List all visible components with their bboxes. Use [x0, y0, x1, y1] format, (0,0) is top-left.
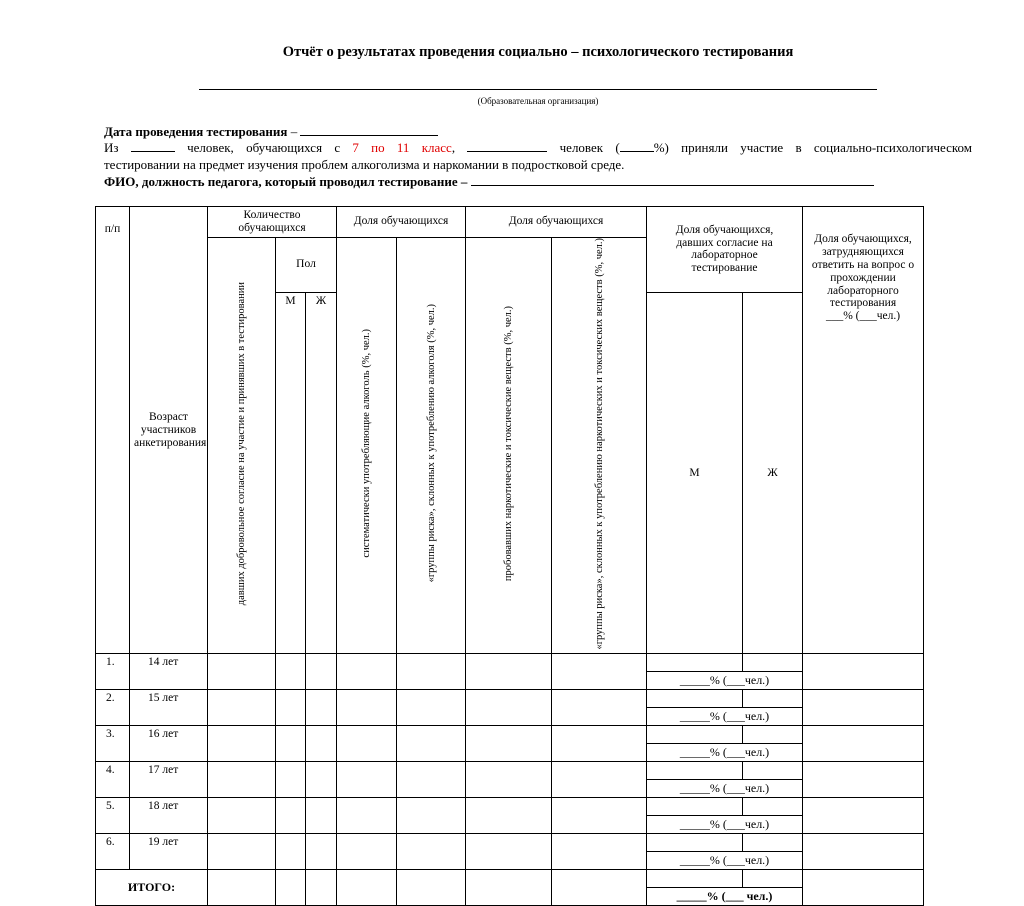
lab-m-cell[interactable]	[647, 690, 743, 708]
table-row	[96, 798, 924, 816]
cell[interactable]	[803, 762, 924, 798]
cell[interactable]	[306, 870, 337, 906]
cell[interactable]	[208, 762, 276, 798]
cell[interactable]	[552, 762, 647, 798]
cell[interactable]	[397, 654, 466, 690]
row-number: 5.	[96, 798, 130, 834]
cell[interactable]	[466, 726, 552, 762]
table-row	[96, 834, 924, 852]
cell[interactable]	[397, 762, 466, 798]
lab-m-cell[interactable]	[647, 726, 743, 744]
header-lab-m: М	[647, 292, 743, 653]
row-number: 3.	[96, 726, 130, 762]
cell[interactable]	[552, 690, 647, 726]
organization-blank-line[interactable]	[199, 89, 877, 90]
row-age: 14 лет	[130, 654, 208, 690]
cell[interactable]	[337, 798, 397, 834]
row-age: 17 лет	[130, 762, 208, 798]
cell[interactable]	[208, 690, 276, 726]
table-row	[96, 690, 924, 708]
header-number: п/п	[96, 207, 130, 654]
participants-percent-blank[interactable]	[620, 140, 654, 152]
row-age: 19 лет	[130, 834, 208, 870]
cell[interactable]	[337, 834, 397, 870]
cell[interactable]	[552, 834, 647, 870]
header-hard-to-answer: Доля обучающихся, затрудняющихся ответить на вопрос о прохождении лабораторного тестирования ___% (___чел.)	[803, 207, 924, 654]
lab-percent[interactable]: _____% (___чел.)	[647, 780, 803, 798]
cell[interactable]	[306, 690, 337, 726]
cell[interactable]	[803, 726, 924, 762]
row-number: 6.	[96, 834, 130, 870]
header-sex: Пол	[276, 237, 337, 292]
table-row	[96, 762, 924, 780]
cell[interactable]	[337, 654, 397, 690]
lab-f-cell[interactable]	[743, 726, 803, 744]
cell[interactable]	[306, 762, 337, 798]
date-blank[interactable]	[300, 124, 438, 136]
students-text: человек, обучающихся с	[187, 140, 341, 155]
cell[interactable]	[397, 798, 466, 834]
lab-percent[interactable]: _____% (___чел.)	[647, 708, 803, 726]
row-number: 1.	[96, 654, 130, 690]
cell[interactable]	[397, 726, 466, 762]
cell[interactable]	[397, 870, 466, 906]
teacher-blank[interactable]	[471, 174, 874, 186]
lab-f-cell[interactable]	[743, 870, 803, 888]
table-row	[96, 654, 924, 672]
row-age: 16 лет	[130, 726, 208, 762]
cell[interactable]	[208, 798, 276, 834]
participants-line	[104, 140, 972, 156]
row-number: 4.	[96, 762, 130, 798]
cell[interactable]	[276, 654, 306, 690]
header-sex-m: М	[276, 292, 306, 653]
header-sex-f: Ж	[306, 292, 337, 653]
header-consent: давших добровольное согласие на участие и принявших в тестировании	[208, 237, 276, 653]
purpose-line: тестировании на предмет изучения проблем алкоголизма и наркомании в подростковой среде.	[104, 157, 625, 172]
total-lab-percent[interactable]: _____% (___ чел.)	[647, 888, 803, 906]
row-age: 15 лет	[130, 690, 208, 726]
cell[interactable]	[552, 654, 647, 690]
cell[interactable]	[208, 654, 276, 690]
cell[interactable]	[208, 870, 276, 906]
organization-caption: (Образовательная организация)	[477, 96, 599, 106]
cell[interactable]	[337, 690, 397, 726]
cell[interactable]	[466, 654, 552, 690]
header-drugs-risk: «группы риска», склонных к употреблению наркотических и токсических веществ (%, чел.)	[552, 237, 647, 653]
classes-range: 7 по 11 класс	[352, 140, 452, 155]
cell[interactable]	[276, 834, 306, 870]
cell[interactable]	[276, 870, 306, 906]
cell[interactable]	[276, 726, 306, 762]
results-table	[95, 206, 924, 906]
teacher-line	[104, 174, 972, 190]
cell[interactable]	[337, 762, 397, 798]
cell[interactable]	[306, 726, 337, 762]
percent-text: %) приняли участие в социально-психологическом	[653, 140, 973, 155]
cell[interactable]	[552, 798, 647, 834]
cell[interactable]	[803, 798, 924, 834]
lab-f-cell[interactable]	[743, 834, 803, 852]
cell[interactable]	[397, 690, 466, 726]
header-share-drugs: Доля обучающихся	[466, 207, 647, 238]
header-alcohol-systematic: систематически употребляющие алкоголь (%, чел.)	[337, 237, 397, 653]
cell[interactable]	[208, 834, 276, 870]
lab-f-cell[interactable]	[743, 762, 803, 780]
lab-percent[interactable]: _____% (___чел.)	[647, 744, 803, 762]
date-dash: –	[290, 124, 298, 139]
lab-f-cell[interactable]	[743, 798, 803, 816]
date-line	[104, 124, 972, 140]
lab-f-cell[interactable]	[743, 690, 803, 708]
cell[interactable]	[466, 798, 552, 834]
cell[interactable]	[337, 870, 397, 906]
cell[interactable]	[466, 690, 552, 726]
cell[interactable]	[276, 690, 306, 726]
header-age: Возраст участников анкетирования	[130, 207, 208, 654]
lab-m-cell[interactable]	[647, 654, 743, 672]
lab-m-cell[interactable]	[647, 762, 743, 780]
cell[interactable]	[803, 870, 924, 906]
header-count: Количество обучающихся	[208, 207, 337, 238]
lab-percent[interactable]: _____% (___чел.)	[647, 672, 803, 690]
lab-m-cell[interactable]	[647, 870, 743, 888]
total-row	[96, 870, 924, 888]
lab-percent[interactable]: _____% (___чел.)	[647, 852, 803, 870]
cell[interactable]	[803, 834, 924, 870]
teacher-label: ФИО, должность педагога, который проводил тестирование –	[104, 174, 468, 189]
header-drugs-tried: пробовавших наркотические и токсические веществ (%, чел.)	[466, 237, 552, 653]
cell[interactable]	[466, 834, 552, 870]
total-label: ИТОГО:	[96, 870, 208, 906]
participants-count-blank[interactable]	[467, 140, 547, 152]
cell[interactable]	[803, 690, 924, 726]
header-share-alcohol: Доля обучающихся	[337, 207, 466, 238]
cell[interactable]	[208, 726, 276, 762]
lab-percent[interactable]: _____% (___чел.)	[647, 816, 803, 834]
cell[interactable]	[276, 762, 306, 798]
date-label: Дата проведения тестирования	[104, 124, 288, 139]
cell[interactable]	[466, 870, 552, 906]
page-title: Отчёт о результатах проведения социально – психологического тестирования	[282, 44, 794, 60]
cell[interactable]	[552, 870, 647, 906]
total-students-blank[interactable]	[131, 140, 175, 152]
cell[interactable]	[466, 762, 552, 798]
cell[interactable]	[337, 726, 397, 762]
header-lab-f: Ж	[743, 292, 803, 653]
lab-m-cell[interactable]	[647, 834, 743, 852]
cell[interactable]	[552, 726, 647, 762]
cell[interactable]	[276, 798, 306, 834]
table-row	[96, 726, 924, 744]
comma: ,	[451, 140, 456, 155]
cell[interactable]	[306, 798, 337, 834]
cell[interactable]	[306, 654, 337, 690]
cell[interactable]	[397, 834, 466, 870]
lab-f-cell[interactable]	[743, 654, 803, 672]
people-text: человек (	[559, 140, 620, 155]
cell[interactable]	[803, 654, 924, 690]
row-age: 18 лет	[130, 798, 208, 834]
row-number: 2.	[96, 690, 130, 726]
header-lab-consent: Доля обучающихся, давших согласие на лабораторное тестирование	[647, 207, 803, 293]
cell[interactable]	[306, 834, 337, 870]
from-word: Из	[104, 140, 119, 155]
header-alcohol-risk: «группы риска», склонных к употреблению алкоголя (%, чел.)	[397, 237, 466, 653]
lab-m-cell[interactable]	[647, 798, 743, 816]
